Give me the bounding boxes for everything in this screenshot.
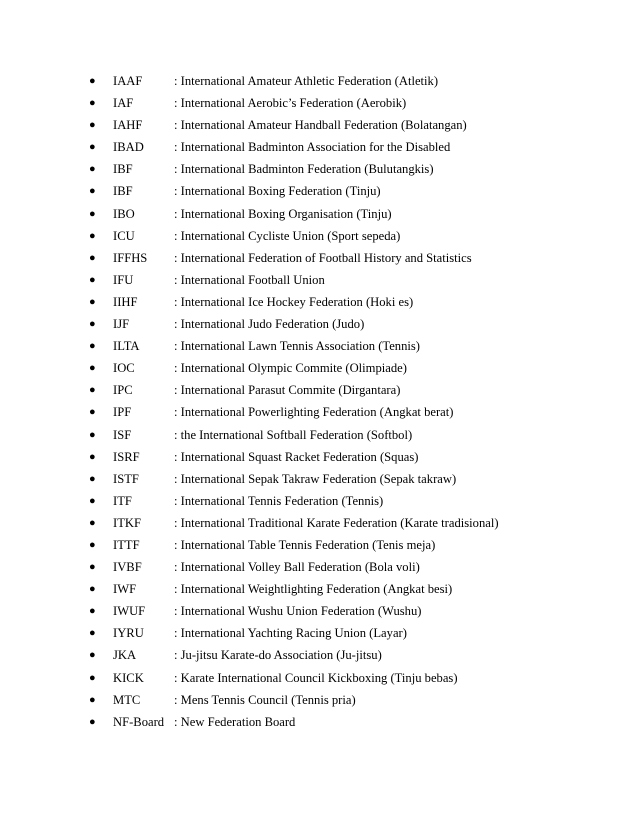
list-item: [0, 490, 638, 512]
list-item: [0, 401, 638, 423]
list-item: [0, 468, 638, 490]
list-item: [0, 556, 638, 578]
description: : International Ice Hockey Federation (Hoki es): [174, 294, 414, 309]
list-item: [0, 158, 638, 180]
list-item: [0, 313, 638, 335]
description: : International Badminton Association for the Disabled: [174, 140, 451, 155]
list-item: [0, 379, 638, 401]
bullet-icon: ●: [89, 671, 96, 684]
abbreviation: ITTF: [113, 537, 140, 552]
bullet-icon: ●: [89, 273, 96, 286]
list-item: [0, 269, 638, 291]
bullet-icon: ●: [89, 75, 96, 87]
description: : International Boxing Federation (Tinju): [174, 184, 381, 199]
list-item: [0, 600, 638, 622]
description: : International Parasut Commite (Dirgantara): [174, 383, 401, 398]
abbreviation: JKA: [113, 648, 137, 663]
bullet-icon: ●: [89, 163, 96, 176]
list-item: [0, 689, 638, 711]
description: : International Olympic Commite (Olimpiade): [174, 361, 407, 376]
list-item: [0, 424, 638, 446]
bullet-icon: ●: [89, 295, 96, 308]
description: : International Football Union: [174, 272, 325, 287]
bullet-icon: ●: [89, 229, 96, 242]
bullet-icon: ●: [89, 406, 96, 419]
description: : International Traditional Karate Federation (Karate tradisional): [174, 515, 499, 530]
bullet-icon: ●: [89, 362, 96, 375]
list-item: [0, 578, 638, 600]
list-item: [0, 622, 638, 644]
bullet-icon: ●: [89, 340, 96, 353]
bullet-icon: ●: [89, 715, 96, 728]
abbreviation: ISF: [113, 427, 132, 442]
abbreviation: ISTF: [113, 471, 139, 486]
abbreviation: IFU: [113, 272, 134, 287]
abbreviation: KICK: [113, 670, 144, 685]
abbreviation: IAHF: [113, 118, 143, 133]
bullet-icon: ●: [89, 472, 96, 485]
description: : International Boxing Organisation (Tinju): [174, 206, 392, 221]
abbreviation: IPC: [113, 383, 133, 398]
description: : International Squast Racket Federation (Squas): [174, 449, 419, 464]
bullet-icon: ●: [89, 693, 96, 706]
list-item: [0, 446, 638, 468]
list-item: [0, 644, 638, 666]
bullet-icon: ●: [89, 251, 96, 264]
list-item: [0, 667, 638, 689]
bullet-icon: ●: [89, 207, 96, 220]
description: : International Wushu Union Federation (Wushu): [174, 604, 422, 619]
list-item: [0, 534, 638, 556]
description: : International Table Tennis Federation (Tenis meja): [174, 537, 436, 552]
abbreviation: IBO: [113, 206, 135, 221]
abbreviation: IAAF: [113, 74, 143, 88]
abbreviation: IOC: [113, 361, 135, 376]
description: : Karate International Council Kickboxing (Tinju bebas): [174, 670, 458, 685]
list-item: [0, 512, 638, 534]
abbreviation: ILTA: [113, 339, 140, 354]
abbreviation: IAF: [113, 96, 134, 111]
abbreviation: IVBF: [113, 560, 142, 575]
list-item: [0, 114, 638, 136]
list-item: [0, 335, 638, 357]
description: : International Aerobic’s Federation (Aerobik): [174, 96, 407, 111]
bullet-icon: ●: [89, 649, 96, 662]
bullet-icon: ●: [89, 97, 96, 110]
bullet-icon: ●: [89, 141, 96, 154]
abbreviation: ITF: [113, 493, 132, 508]
abbreviation: NF-Board: [113, 714, 165, 729]
description: : International Powerlighting Federation (Angkat berat): [174, 405, 454, 420]
bullet-icon: ●: [89, 538, 96, 551]
description: : International Tennis Federation (Tennis): [174, 493, 384, 508]
description: : International Badminton Federation (Bulutangkis): [174, 162, 434, 177]
list-item: [0, 70, 638, 92]
description: : Ju-jitsu Karate-do Association (Ju-jitsu): [174, 648, 382, 663]
bullet-icon: ●: [89, 318, 96, 331]
list-item: [0, 247, 638, 269]
description: : International Amateur Handball Federation (Bolatangan): [174, 118, 467, 133]
abbreviation: IJF: [113, 317, 130, 332]
bullet-icon: ●: [89, 561, 96, 574]
abbreviation: IFFHS: [113, 250, 148, 265]
abbreviation-list: [0, 70, 638, 733]
abbreviation: IIHF: [113, 294, 138, 309]
bullet-icon: ●: [89, 516, 96, 529]
list-item: [0, 92, 638, 114]
bullet-icon: ●: [89, 450, 96, 463]
list-item: [0, 203, 638, 225]
description: : International Amateur Athletic Federation (Atletik): [174, 74, 439, 88]
abbreviation: MTC: [113, 692, 141, 707]
list-item: [0, 357, 638, 379]
bullet-icon: ●: [89, 583, 96, 596]
description: : Mens Tennis Council (Tennis pria): [174, 692, 356, 707]
description: : New Federation Board: [174, 714, 296, 729]
description: : International Cycliste Union (Sport sepeda): [174, 228, 401, 243]
description: : International Sepak Takraw Federation (Sepak takraw): [174, 471, 457, 486]
abbreviation: IWF: [113, 582, 137, 597]
list-item: [0, 711, 638, 733]
abbreviation: IBF: [113, 184, 133, 199]
bullet-icon: ●: [89, 119, 96, 132]
description: : International Lawn Tennis Association (Tennis): [174, 339, 420, 354]
abbreviation: IBF: [113, 162, 133, 177]
abbreviation: IPF: [113, 405, 132, 420]
description: : International Weightlighting Federation (Angkat besi): [174, 582, 453, 597]
description: : International Volley Ball Federation (Bola voli): [174, 560, 420, 575]
bullet-icon: ●: [89, 428, 96, 441]
bullet-icon: ●: [89, 494, 96, 507]
abbreviation: IYRU: [113, 626, 144, 641]
abbreviation: IBAD: [113, 140, 144, 155]
description: : International Federation of Football History and Statistics: [174, 250, 472, 265]
list-item: [0, 291, 638, 313]
bullet-icon: ●: [89, 185, 96, 198]
description: : International Judo Federation (Judo): [174, 317, 365, 332]
list-item: [0, 225, 638, 247]
bullet-icon: ●: [89, 384, 96, 397]
bullet-icon: ●: [89, 627, 96, 640]
description: : the International Softball Federation (Softbol): [174, 427, 413, 442]
abbreviation: ICU: [113, 228, 135, 243]
description: : International Yachting Racing Union (Layar): [174, 626, 407, 641]
list-item: [0, 136, 638, 158]
abbreviation: ISRF: [113, 449, 140, 464]
bullet-icon: ●: [89, 605, 96, 618]
abbreviation: IWUF: [113, 604, 146, 619]
list-item: [0, 180, 638, 202]
abbreviation: ITKF: [113, 515, 141, 530]
